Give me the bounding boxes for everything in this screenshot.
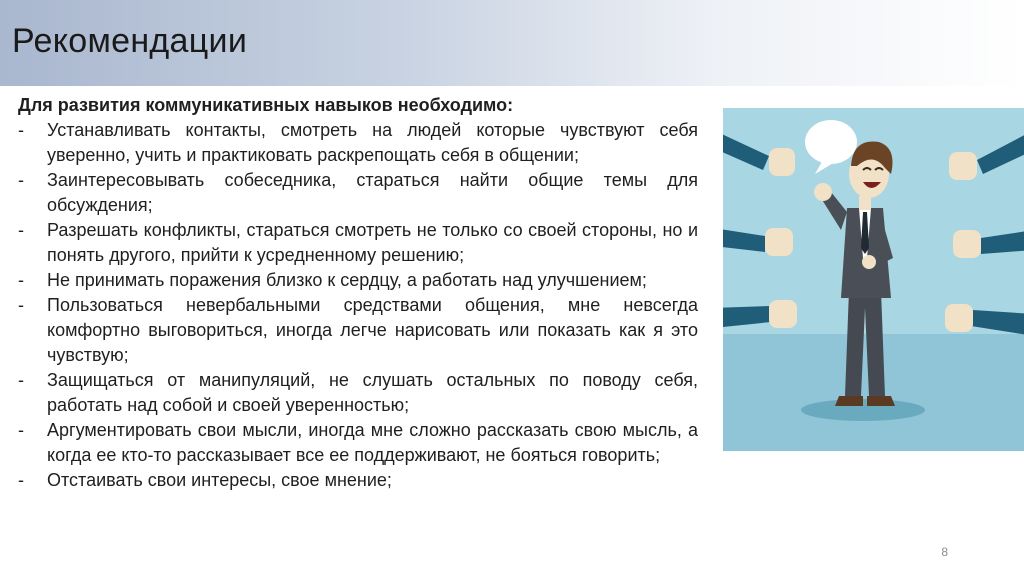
list-item: [18, 118, 698, 168]
recommendation-list: [18, 118, 698, 493]
list-item-text: Пользоваться невербальными средствами общения, мне невсегда комфортно выговориться, иногда легче нарисовать или показать как я это чувствую;: [47, 295, 698, 365]
confident-man-illustration: [723, 108, 1024, 451]
bullet-dash: -: [18, 470, 24, 490]
bullet-dash: -: [18, 170, 24, 190]
list-item: [18, 168, 698, 218]
slide-content: [18, 93, 698, 493]
bullet-dash: -: [18, 295, 24, 315]
list-item-text: Заинтересовывать собеседника, стараться найти общие темы для обсуждения;: [47, 170, 698, 215]
list-item-text: Разрешать конфликты, стараться смотреть не только со своей стороны, но и понять другого, прийти к усредненному решению;: [47, 220, 698, 265]
content-heading: Для развития коммуникативных навыков необходимо:: [18, 95, 514, 115]
list-item-text: Устанавливать контакты, смотреть на людей которые чувствуют себя уверенно, учить и практиковать раскрепощать себя в общении;: [47, 120, 698, 165]
bullet-dash: -: [18, 370, 24, 390]
confident-man-with-thumbs-icon: [723, 108, 1024, 451]
list-item-text: Защищаться от манипуляций, не слушать остальных по поводу себя, работать над собой и своей уверенностью;: [47, 370, 698, 415]
list-item-text: Аргументировать свои мысли, иногда мне сложно рассказать свою мысль, а когда ее кто-то рассказывает все ее поддерживают, не бояться говорить;: [47, 420, 698, 465]
page-number: 8: [941, 545, 948, 559]
list-item: [18, 218, 698, 268]
bullet-dash: -: [18, 270, 24, 290]
bullet-dash: -: [18, 120, 24, 140]
list-item: [18, 468, 698, 493]
list-item-text: Отстаивать свои интересы, свое мнение;: [47, 470, 392, 490]
list-item: [18, 293, 698, 368]
list-item: [18, 268, 698, 293]
list-item: [18, 368, 698, 418]
slide-title: Рекомендации: [12, 22, 248, 60]
bullet-dash: -: [18, 420, 24, 440]
bullet-dash: -: [18, 220, 24, 240]
list-item-text: Не принимать поражения близко к сердцу, а работать над улучшением;: [47, 270, 647, 290]
list-item: [18, 418, 698, 468]
